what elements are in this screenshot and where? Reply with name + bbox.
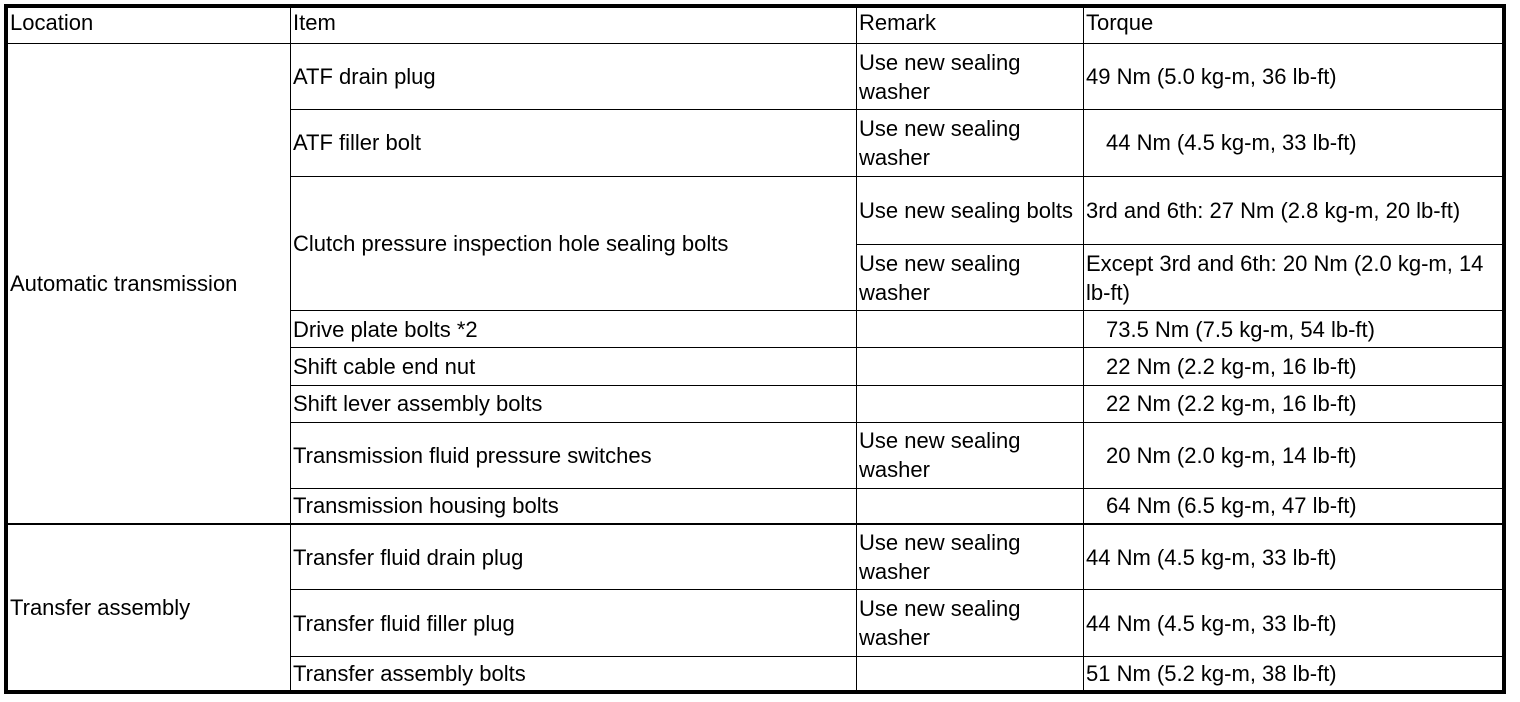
item-cell: Shift lever assembly bolts — [291, 385, 857, 422]
item-cell: ATF drain plug — [291, 44, 857, 110]
remark-cell — [857, 489, 1084, 524]
torque-cell: 22 Nm (2.2 kg-m, 16 lb-ft) — [1084, 348, 1503, 385]
torque-cell: 64 Nm (6.5 kg-m, 47 lb-ft) — [1084, 489, 1503, 524]
remark-cell: Use new sealing washer — [857, 590, 1084, 656]
torque-cell: 44 Nm (4.5 kg-m, 33 lb-ft) — [1084, 524, 1503, 590]
item-cell: Transfer fluid drain plug — [291, 524, 857, 590]
remark-cell — [857, 385, 1084, 422]
torque-cell: 20 Nm (2.0 kg-m, 14 lb-ft) — [1084, 422, 1503, 488]
torque-cell: 44 Nm (4.5 kg-m, 33 lb-ft) — [1084, 110, 1503, 176]
item-cell: Transfer assembly bolts — [291, 656, 857, 690]
remark-cell: Use new sealing bolts — [857, 176, 1084, 244]
item-cell: Transmission housing bolts — [291, 489, 857, 524]
location-cell: Transfer assembly — [8, 524, 291, 691]
remark-cell — [857, 656, 1084, 690]
header-row — [8, 8, 1503, 44]
item-cell: Transmission fluid pressure switches — [291, 422, 857, 488]
item-cell: Shift cable end nut — [291, 348, 857, 385]
table-row — [8, 44, 1503, 110]
location-cell: Automatic transmission — [8, 44, 291, 524]
header-item: Item — [291, 8, 857, 44]
header-torque: Torque — [1084, 8, 1503, 44]
header-location: Location — [8, 8, 291, 44]
torque-spec-table — [7, 7, 1503, 691]
torque-cell: 73.5 Nm (7.5 kg-m, 54 lb-ft) — [1084, 311, 1503, 348]
item-cell: Clutch pressure inspection hole sealing bolts — [291, 176, 857, 311]
torque-cell: Except 3rd and 6th: 20 Nm (2.0 kg-m, 14 lb-ft) — [1084, 244, 1503, 310]
header-remark: Remark — [857, 8, 1084, 44]
torque-cell: 51 Nm (5.2 kg-m, 38 lb-ft) — [1084, 656, 1503, 690]
torque-cell: 49 Nm (5.0 kg-m, 36 lb-ft) — [1084, 44, 1503, 110]
item-cell: ATF filler bolt — [291, 110, 857, 176]
torque-cell: 3rd and 6th: 27 Nm (2.8 kg-m, 20 lb-ft) — [1084, 176, 1503, 244]
item-cell: Transfer fluid filler plug — [291, 590, 857, 656]
torque-cell: 22 Nm (2.2 kg-m, 16 lb-ft) — [1084, 385, 1503, 422]
torque-spec-table-frame — [4, 4, 1506, 694]
item-cell: Drive plate bolts *2 — [291, 311, 857, 348]
remark-cell: Use new sealing washer — [857, 244, 1084, 310]
remark-cell: Use new sealing washer — [857, 422, 1084, 488]
table-row — [8, 524, 1503, 590]
remark-cell — [857, 348, 1084, 385]
remark-cell: Use new sealing washer — [857, 44, 1084, 110]
remark-cell: Use new sealing washer — [857, 110, 1084, 176]
torque-cell: 44 Nm (4.5 kg-m, 33 lb-ft) — [1084, 590, 1503, 656]
remark-cell — [857, 311, 1084, 348]
remark-cell: Use new sealing washer — [857, 524, 1084, 590]
